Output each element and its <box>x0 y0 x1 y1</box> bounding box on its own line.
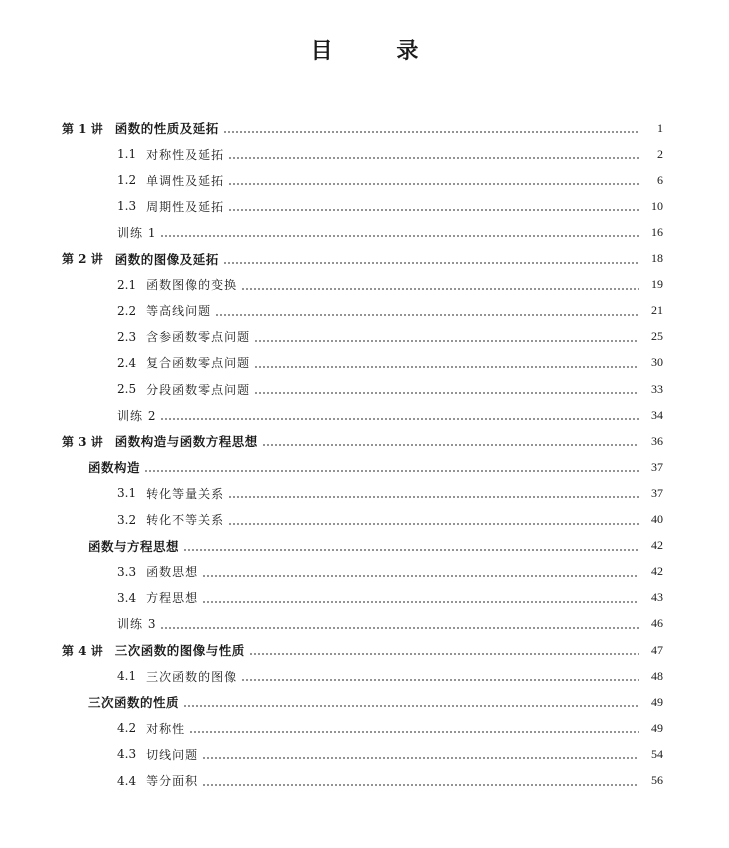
page-number: 54 <box>651 746 663 761</box>
section-title: 三次函数的性质 <box>88 695 180 711</box>
entry-number: 1.3 <box>117 199 137 214</box>
entry-title: 函数思想 <box>146 565 199 580</box>
toc-entry-row[interactable] <box>0 588 729 608</box>
dot-leader <box>241 275 639 295</box>
toc-entry-row[interactable] <box>0 405 729 425</box>
dot-leader <box>228 483 639 503</box>
dot-leader <box>215 301 639 321</box>
dot-leader <box>202 562 639 582</box>
chapter-number: 第 2 讲 <box>62 252 103 266</box>
dot-leader <box>241 666 639 686</box>
dot-leader <box>160 405 639 425</box>
dot-leader <box>228 196 639 216</box>
page-number: 56 <box>651 773 663 787</box>
page-number: 19 <box>651 277 663 292</box>
dot-leader <box>254 379 639 399</box>
entry-number: 4.3 <box>117 747 137 762</box>
entry-title: 对称性及延拓 <box>146 147 225 162</box>
entry-title: 转化不等关系 <box>146 513 225 527</box>
toc-entry-row[interactable] <box>0 353 729 373</box>
dot-leader <box>189 718 639 738</box>
entry-title: 含参函数零点问题 <box>146 330 251 345</box>
toc-entry-row[interactable] <box>0 196 729 216</box>
dot-leader <box>202 771 639 791</box>
chapter-title: 函数的性质及延拓 <box>114 121 219 136</box>
chapter-title: 三次函数的图像与性质 <box>114 643 245 658</box>
dot-leader <box>202 744 639 764</box>
page-number: 37 <box>651 459 663 474</box>
dot-leader <box>249 640 639 660</box>
toc-section-row[interactable] <box>0 457 729 477</box>
page-number: 48 <box>651 668 663 683</box>
page-number: 34 <box>651 407 663 422</box>
toc-entry-row[interactable] <box>0 483 729 503</box>
dot-leader <box>202 588 639 608</box>
page-number: 46 <box>651 616 663 631</box>
entry-number: 2.2 <box>117 303 137 318</box>
page-number: 16 <box>651 224 663 239</box>
page-number: 10 <box>651 198 663 213</box>
toc-chapter-row[interactable] <box>0 431 729 451</box>
toc-section-row[interactable] <box>0 692 729 712</box>
page-number: 40 <box>651 512 663 526</box>
chapter-number: 第 1 讲 <box>62 121 103 136</box>
page-number: 42 <box>651 538 663 553</box>
page-number: 47 <box>651 642 663 657</box>
page-number: 33 <box>651 381 663 396</box>
entry-number: 4.1 <box>117 669 137 684</box>
entry-number: 3.1 <box>117 486 137 501</box>
toc-entry-row[interactable] <box>0 379 729 399</box>
chapter-title: 函数构造与函数方程思想 <box>114 434 258 450</box>
entry-number: 2.4 <box>117 355 137 370</box>
page-number: 43 <box>651 590 663 605</box>
entry-number: 3.2 <box>117 512 137 527</box>
toc-entry-row[interactable] <box>0 327 729 347</box>
chapter-title: 函数的图像及延拓 <box>114 251 219 267</box>
page-number: 18 <box>651 251 663 265</box>
toc-entry-row[interactable] <box>0 614 729 634</box>
entry-title: 切线问题 <box>146 747 199 762</box>
entry-number: 1.2 <box>117 173 137 188</box>
section-title: 函数与方程思想 <box>88 538 180 554</box>
dot-leader <box>160 222 639 242</box>
entry-number: 3.3 <box>117 564 137 579</box>
page-number: 49 <box>651 720 663 735</box>
toc-entry-row[interactable] <box>0 562 729 582</box>
toc-entry-row[interactable] <box>0 275 729 295</box>
entry-title: 分段函数零点问题 <box>146 382 251 397</box>
entry-title: 训练 3 <box>117 617 157 632</box>
entry-number: 1.1 <box>117 147 137 162</box>
entry-number: 2.1 <box>117 277 137 292</box>
toc-entry-row[interactable] <box>0 222 729 242</box>
chapter-number: 第 3 讲 <box>62 434 103 449</box>
dot-leader <box>223 249 639 269</box>
toc-entry-row[interactable] <box>0 744 729 764</box>
dot-leader <box>228 510 639 530</box>
dot-leader <box>183 536 639 556</box>
dot-leader <box>254 353 639 373</box>
entry-title: 周期性及延拓 <box>146 199 225 214</box>
entry-title: 转化等量关系 <box>146 486 225 501</box>
dot-leader <box>228 144 639 164</box>
entry-title: 单调性及延拓 <box>146 173 225 188</box>
entry-title: 对称性 <box>146 721 186 736</box>
toc-section-row[interactable] <box>0 536 729 556</box>
entry-number: 4.4 <box>117 773 137 788</box>
page-number: 6 <box>657 172 663 187</box>
page-number: 36 <box>651 433 663 448</box>
entry-number: 2.3 <box>117 329 137 344</box>
toc-entry-row[interactable] <box>0 718 729 738</box>
page-number: 37 <box>651 485 663 500</box>
entry-number: 4.2 <box>117 721 137 736</box>
entry-number: 3.4 <box>117 590 137 605</box>
toc-entry-row[interactable] <box>0 510 729 530</box>
page-number: 25 <box>651 329 663 344</box>
page-title: 目 录 <box>310 38 447 64</box>
page-number: 1 <box>657 120 663 135</box>
page-number: 42 <box>651 564 663 579</box>
entry-title: 训练 2 <box>117 408 157 423</box>
entry-title: 函数图像的变换 <box>146 278 238 293</box>
dot-leader <box>160 614 639 634</box>
dot-leader <box>254 327 639 347</box>
toc-chapter-row[interactable] <box>0 249 729 269</box>
toc-entry-row[interactable] <box>0 666 729 686</box>
dot-leader <box>183 692 639 712</box>
entry-title: 三次函数的图像 <box>146 669 238 684</box>
dot-leader <box>223 118 639 138</box>
page-number: 49 <box>651 694 663 709</box>
entry-title: 等分面积 <box>146 774 199 788</box>
dot-leader <box>228 170 639 190</box>
entry-title: 等高线问题 <box>146 304 212 319</box>
section-title: 函数构造 <box>88 460 141 476</box>
page-number: 2 <box>657 146 663 161</box>
toc-chapter-row[interactable] <box>0 118 729 138</box>
page-number: 21 <box>651 303 663 318</box>
entry-title: 训练 1 <box>117 225 157 240</box>
toc-chapter-row[interactable] <box>0 640 729 660</box>
toc-entry-row[interactable] <box>0 301 729 321</box>
toc-entry-row[interactable] <box>0 144 729 164</box>
entry-number: 2.5 <box>117 382 137 396</box>
dot-leader <box>144 457 639 477</box>
entry-title: 复合函数零点问题 <box>146 356 251 371</box>
toc-entry-row[interactable] <box>0 771 729 791</box>
chapter-number: 第 4 讲 <box>62 643 103 658</box>
page-number: 30 <box>651 355 663 370</box>
toc-entry-row[interactable] <box>0 170 729 190</box>
dot-leader <box>262 431 639 451</box>
entry-title: 方程思想 <box>146 591 199 606</box>
